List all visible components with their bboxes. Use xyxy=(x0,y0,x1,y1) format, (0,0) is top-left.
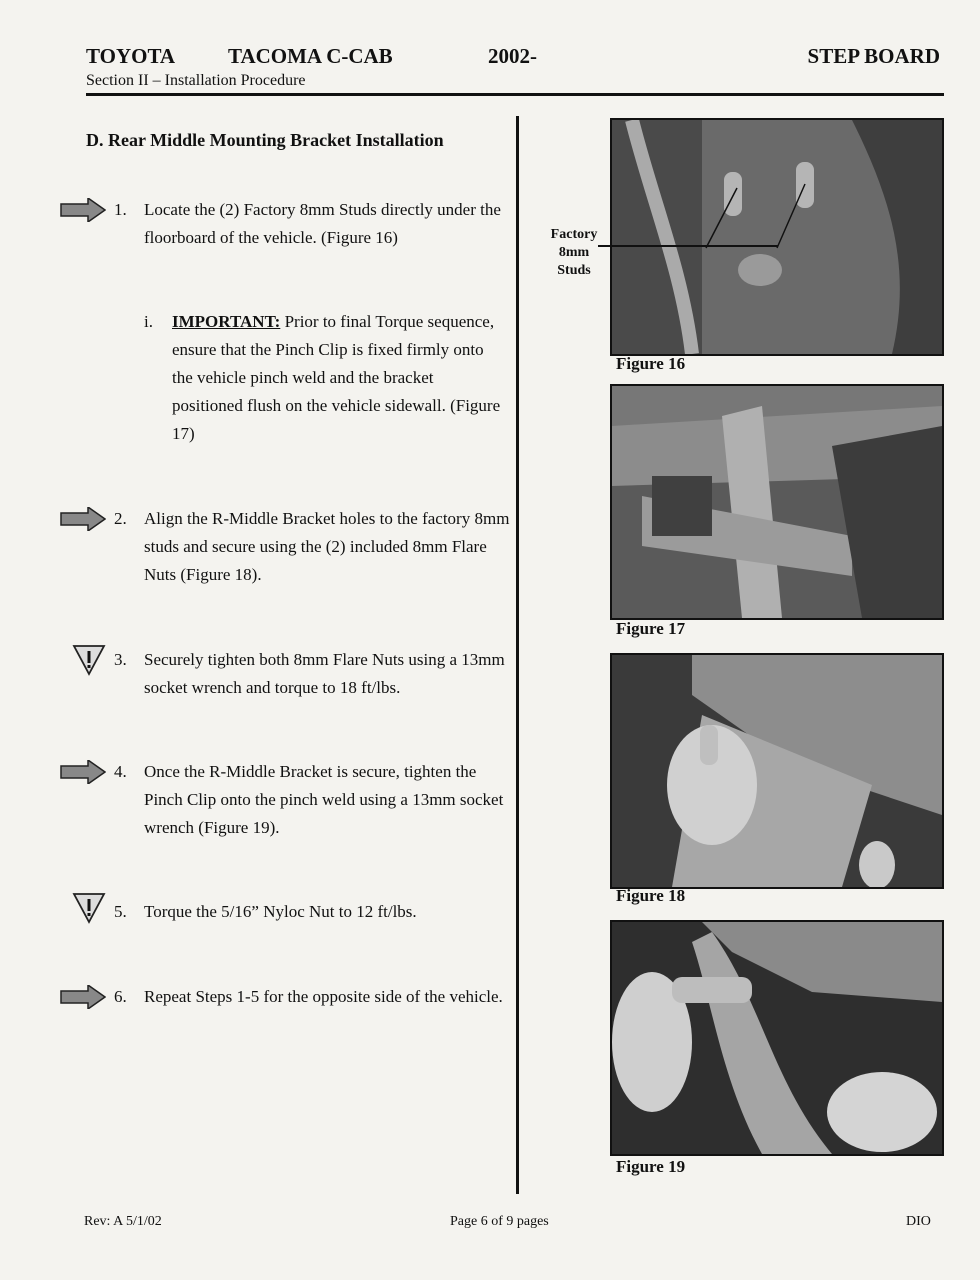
header-brand: TOYOTA xyxy=(86,44,176,68)
step-text: Securely tighten both 8mm Flare Nuts using a 13mm socket wrench and torque to 18 ft/lbs. xyxy=(144,650,505,697)
figure-19-caption: Figure 19 xyxy=(616,1157,686,1176)
step-number: 6. xyxy=(114,987,127,1006)
substep-important xyxy=(144,308,504,448)
header-section: Section II – Installation Procedure xyxy=(86,72,306,89)
step-number: 5. xyxy=(114,902,127,921)
header-model: TACOMA C-CAB xyxy=(228,44,393,68)
step-text: Repeat Steps 1-5 for the opposite side of the vehicle. xyxy=(144,987,503,1006)
step-text: Align the R-Middle Bracket holes to the factory 8mm studs and secure using the (2) included 8mm Flare Nuts (Figure 18). xyxy=(144,509,510,584)
callout-leader xyxy=(598,245,778,247)
arrow-icon xyxy=(60,760,106,784)
substep-number: i. xyxy=(144,312,153,331)
arrow-icon xyxy=(60,198,106,222)
step-text: Torque the 5/16” Nyloc Nut to 12 ft/lbs. xyxy=(144,902,417,921)
figure-18-photo xyxy=(610,653,944,889)
step-3 xyxy=(60,646,510,702)
figure-16-photo xyxy=(610,118,944,356)
header-rule xyxy=(86,93,944,96)
section-title: D. Rear Middle Mounting Bracket Installation xyxy=(86,130,444,150)
substep-text: Prior to final Torque sequence, ensure that the Pinch Clip is fixed firmly onto the vehicle pinch weld and the bracket positioned flush on the vehicle sidewall. (Figure 17) xyxy=(172,312,501,443)
studs-callout xyxy=(536,226,612,280)
figure-19-photo xyxy=(610,920,944,1156)
figure-17-caption: Figure 17 xyxy=(616,619,686,638)
step-5 xyxy=(60,898,510,926)
header-year: 2002- xyxy=(488,44,537,68)
callout-line-2: 8mm xyxy=(558,245,590,260)
footer-code: DIO xyxy=(906,1214,931,1229)
footer-revision: Rev: A 5/1/02 xyxy=(84,1214,162,1229)
step-number: 3. xyxy=(114,650,127,669)
warning-icon xyxy=(60,644,106,676)
page-header xyxy=(86,44,944,90)
callout-line-1: Factory xyxy=(550,227,598,242)
step-number: 2. xyxy=(114,509,127,528)
step-text: Once the R-Middle Bracket is secure, tighten the Pinch Clip onto the pinch weld using a 13mm socket wrench (Figure 19). xyxy=(144,762,504,837)
step-6 xyxy=(60,983,510,1011)
step-4 xyxy=(60,758,510,842)
step-number: 4. xyxy=(114,762,127,781)
column-divider xyxy=(516,116,519,1194)
step-2 xyxy=(60,505,510,589)
step-number: 1. xyxy=(114,200,127,219)
figure-18-caption: Figure 18 xyxy=(616,886,686,905)
important-label: IMPORTANT: xyxy=(172,312,281,331)
figure-17-photo xyxy=(610,384,944,620)
figure-16-caption: Figure 16 xyxy=(616,354,686,373)
header-product: STEP BOARD xyxy=(807,44,940,68)
warning-icon xyxy=(60,892,106,924)
step-text: Locate the (2) Factory 8mm Studs directly under the floorboard of the vehicle. (Figure 16) xyxy=(144,200,501,247)
step-1 xyxy=(60,196,510,252)
footer-page-number: Page 6 of 9 pages xyxy=(450,1214,549,1229)
callout-line-3: Studs xyxy=(557,263,591,278)
arrow-icon xyxy=(60,985,106,1009)
arrow-icon xyxy=(60,507,106,531)
